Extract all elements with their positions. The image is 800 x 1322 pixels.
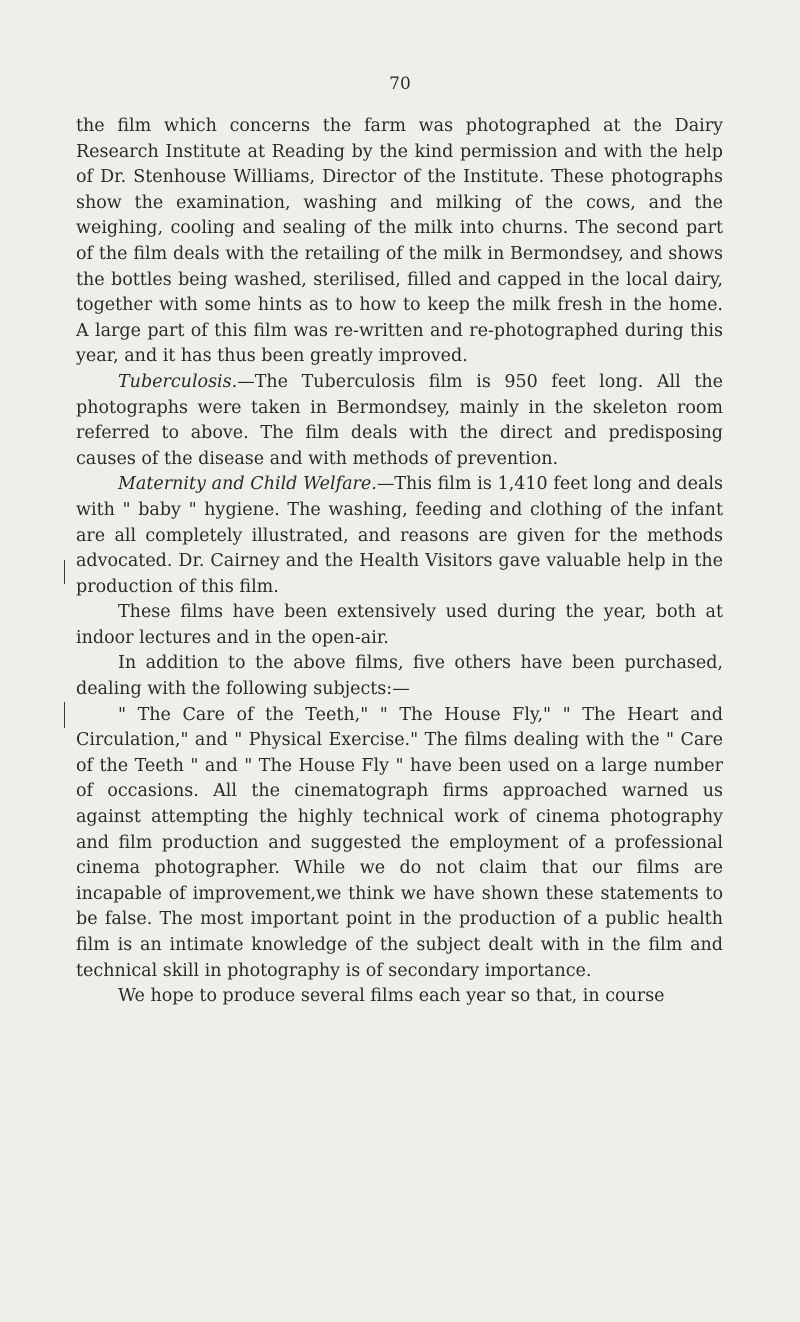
paragraph-usage [76, 600, 723, 651]
paragraph-dairy-film [76, 114, 723, 370]
paragraph-text: the film which concerns the farm was photographed at the Dairy Research Institute at Reading by the kind permission and with the help of Dr. Stenhouse Williams, Director of the Institute. These photographs show the examination, washing and milking of the cows, and the weighing, cooling and sealing of the milk into churns. The second part of the film deals with the retailing of the milk in Bermondsey, and shows the bottles being washed, sterilised, filled and capped in the local dairy, together with some hints as to how to keep the milk fresh in the home. A large part of this film was re-written and re-photographed during this year, and it has thus been greatly improved. [76, 116, 723, 367]
paragraph-text: In addition to the above films, five others have been purchased, dealing with the following subjects:— [76, 653, 723, 700]
paragraph-text: We hope to produce several films each year so that, in course [118, 986, 665, 1007]
paragraph-subjects [76, 703, 723, 985]
paragraph-text: " The Care of the Teeth," " The House Fly," " The Heart and Circulation," and " Physical Exercise." The films dealing with the " Care of the Teeth " and " The House Fly " have been used on a large number of occasions. All the cinematograph firms approached warned us against attempting the highly technical work of cinema photography and film production and suggested the employment of a professional cinema photographer. While we do not claim that our films are incapable of improvement,we think we have shown these statements to be false. The most important point in the production of a public health film is an intimate knowledge of the subject dealt with in the film and technical skill in photography is of secondary importance. [76, 704, 723, 981]
section-heading-tuberculosis: Tuberculosis. [118, 371, 238, 392]
margin-line-mark [64, 560, 65, 584]
page-number: 70 [389, 74, 411, 94]
paragraph-tuberculosis [76, 370, 723, 472]
paragraph-text: These films have been extensively used during the year, both at indoor lectures and in the open-air. [76, 602, 723, 648]
paragraph-text: —This film is 1,410 feet long and deals with " baby " hygiene. The washing, feeding and clothing of the infant are all completely illustrated, and reasons are given for the methods advocated. Dr. Cairney and the Health Visitors gave valuable help in the production of this film. [76, 474, 723, 597]
paragraph-purchased [76, 651, 723, 702]
margin-line-mark [64, 702, 65, 728]
section-heading-maternity: Maternity and Child Welfare. [118, 474, 377, 495]
paragraph-maternity [76, 472, 723, 600]
paragraph-hope [76, 984, 723, 1010]
paragraph-text: —The Tuberculosis film is 950 feet long. All the photographs were taken in Bermondsey, mainly in the skeleton room referred to above. The film deals with the direct and predisposing causes of the disease and with methods of prevention. [76, 371, 723, 469]
body-text [76, 114, 723, 1010]
